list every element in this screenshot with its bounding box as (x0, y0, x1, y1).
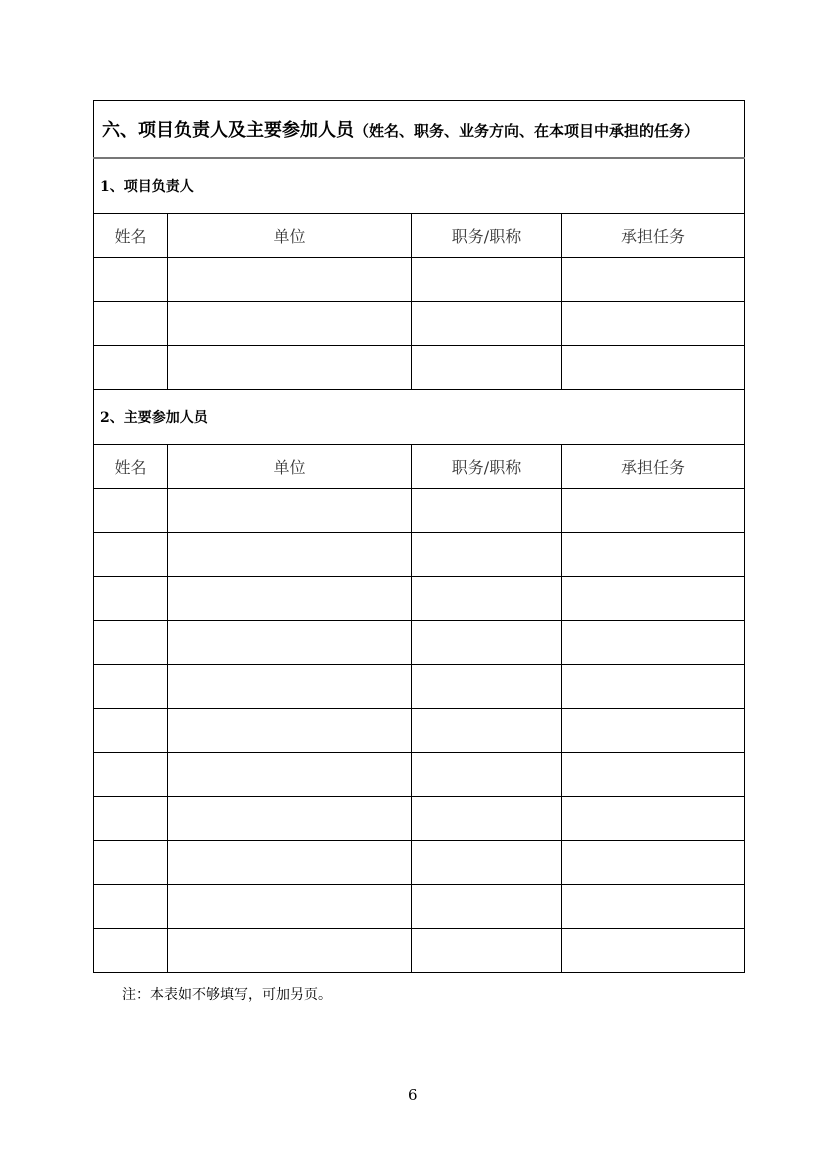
table-cell[interactable] (94, 753, 168, 797)
table-cell[interactable] (412, 709, 562, 753)
page-number: 6 (408, 1086, 418, 1104)
table-row (94, 577, 745, 621)
table-cell[interactable] (168, 346, 412, 390)
table-cell[interactable] (168, 797, 412, 841)
table-cell[interactable] (412, 533, 562, 577)
table-cell[interactable] (562, 577, 745, 621)
table-cell[interactable] (94, 577, 168, 621)
table-cell[interactable] (412, 841, 562, 885)
table-row (94, 302, 745, 346)
header-row (94, 445, 745, 489)
table-row (94, 841, 745, 885)
table-cell[interactable] (562, 346, 745, 390)
table-cell[interactable] (168, 709, 412, 753)
table-cell[interactable] (168, 621, 412, 665)
column-header: 单位 (168, 214, 412, 258)
table-cell[interactable] (168, 929, 412, 973)
table-cell[interactable] (168, 489, 412, 533)
table-row (94, 797, 745, 841)
table-cell[interactable] (412, 346, 562, 390)
section-heading: 2、主要参加人员 (94, 390, 745, 445)
table-cell[interactable] (168, 885, 412, 929)
table-cell[interactable] (412, 929, 562, 973)
table-cell[interactable] (562, 489, 745, 533)
table-cell[interactable] (412, 577, 562, 621)
table-cell[interactable] (412, 753, 562, 797)
table-cell[interactable] (562, 709, 745, 753)
table-cell[interactable] (94, 621, 168, 665)
personnel-table (93, 100, 745, 973)
table-cell[interactable] (562, 885, 745, 929)
column-header: 职务/职称 (412, 214, 562, 258)
table-row (94, 346, 745, 390)
table-cell[interactable] (94, 841, 168, 885)
table-row (94, 665, 745, 709)
table-row (94, 753, 745, 797)
table-cell[interactable] (562, 753, 745, 797)
column-header: 承担任务 (562, 214, 745, 258)
header-row (94, 214, 745, 258)
table-cell[interactable] (168, 665, 412, 709)
table-cell[interactable] (94, 533, 168, 577)
table-title (94, 101, 745, 159)
section-heading: 1、项目负责人 (94, 158, 745, 214)
table-cell[interactable] (562, 302, 745, 346)
table-row (94, 709, 745, 753)
title-paren: （姓名、职务、业务方向、在本项目中承担的任务） (354, 122, 700, 140)
table-row (94, 489, 745, 533)
table-cell[interactable] (94, 885, 168, 929)
table-cell[interactable] (412, 797, 562, 841)
table-cell[interactable] (94, 346, 168, 390)
table-cell[interactable] (562, 533, 745, 577)
column-header: 单位 (168, 445, 412, 489)
table-row (94, 258, 745, 302)
table-cell[interactable] (94, 665, 168, 709)
table-cell[interactable] (94, 797, 168, 841)
table-cell[interactable] (562, 258, 745, 302)
table-cell[interactable] (168, 302, 412, 346)
table-row (94, 533, 745, 577)
column-header: 姓名 (94, 214, 168, 258)
table-row (94, 929, 745, 973)
table-cell[interactable] (412, 885, 562, 929)
column-header: 承担任务 (562, 445, 745, 489)
column-header: 姓名 (94, 445, 168, 489)
title-text: 六、项目负责人及主要参加人员 (102, 120, 354, 141)
table-cell[interactable] (562, 797, 745, 841)
table-cell[interactable] (562, 929, 745, 973)
table-cell[interactable] (94, 489, 168, 533)
table-cell[interactable] (94, 258, 168, 302)
table-cell[interactable] (168, 753, 412, 797)
table-cell[interactable] (562, 841, 745, 885)
table-row (94, 885, 745, 929)
table-cell[interactable] (412, 665, 562, 709)
column-header: 职务/职称 (412, 445, 562, 489)
table-cell[interactable] (412, 621, 562, 665)
table-cell[interactable] (168, 258, 412, 302)
table-cell[interactable] (562, 621, 745, 665)
footnote: 注：本表如不够填写，可加另页。 (122, 987, 332, 1003)
table-row (94, 621, 745, 665)
table-cell[interactable] (412, 489, 562, 533)
table-cell[interactable] (94, 302, 168, 346)
table-cell[interactable] (168, 841, 412, 885)
table-cell[interactable] (94, 929, 168, 973)
table-cell[interactable] (94, 709, 168, 753)
table-cell[interactable] (412, 258, 562, 302)
table-cell[interactable] (168, 533, 412, 577)
table-cell[interactable] (168, 577, 412, 621)
table-cell[interactable] (412, 302, 562, 346)
table-cell[interactable] (562, 665, 745, 709)
